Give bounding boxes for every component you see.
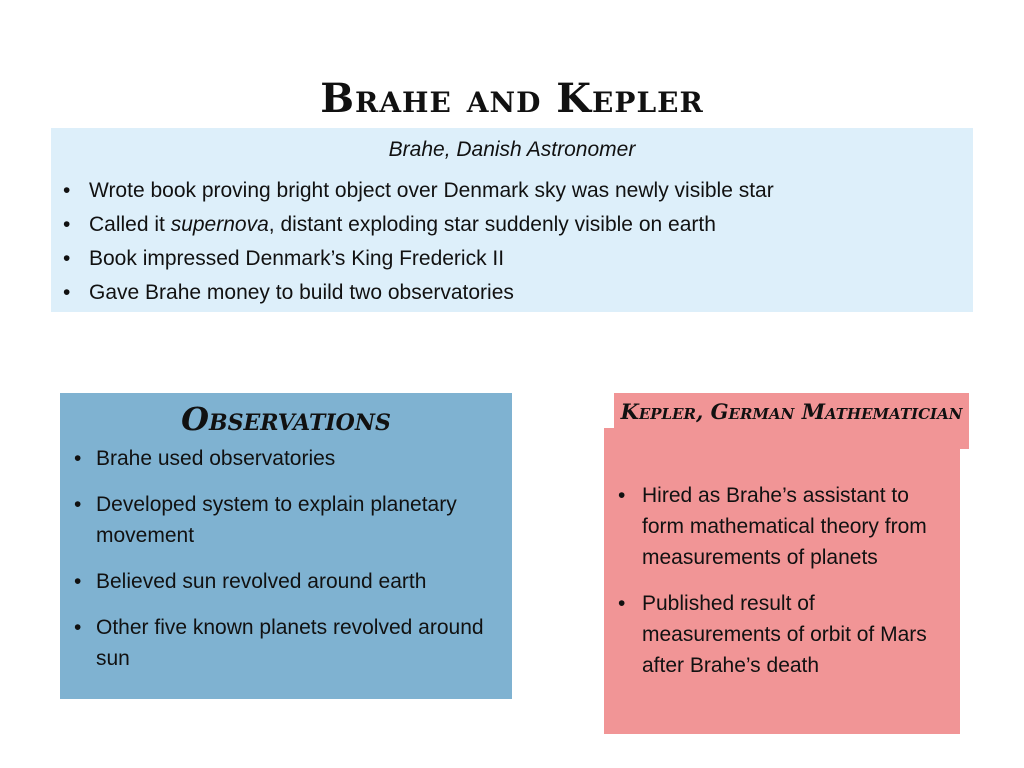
brahe-subtitle: Brahe, Danish Astronomer	[388, 138, 636, 161]
kepler-title: Kepler, German Mathematician	[614, 393, 969, 449]
brahe-bullet-2-suffix: , distant exploding star suddenly visible on earth	[268, 213, 716, 236]
brahe-bullet-2-prefix: Called it	[89, 213, 171, 236]
brahe-bullet-4: • Gave Brahe money to build two observatories	[61, 276, 973, 310]
brahe-bullet-list	[51, 174, 973, 310]
slide-title: Brahe and Kepler	[320, 75, 704, 122]
brahe-bullet-3: • Book impressed Denmark’s King Frederick II	[61, 242, 973, 276]
brahe-bullet-1: • Wrote book proving bright object over Denmark sky was newly visible star	[61, 174, 973, 208]
observations-bullet-3: • Believed sun revolved around earth	[72, 566, 502, 597]
observations-title: Observations	[181, 400, 391, 438]
kepler-bullet-1: • Hired as Brahe’s assistant to form mathematical theory from measurements of planets	[616, 480, 950, 573]
kepler-box	[604, 428, 960, 734]
observations-bullet-2: • Developed system to explain planetary movement	[72, 489, 502, 551]
observations-bullet-4: • Other five known planets revolved around sun	[72, 612, 502, 674]
observations-bullet-1: • Brahe used observatories	[72, 443, 502, 474]
kepler-bullet-list	[604, 480, 960, 681]
brahe-box	[51, 128, 973, 312]
supernova-term: supernova	[170, 213, 269, 236]
observations-bullet-list	[60, 443, 512, 674]
brahe-bullet-2	[61, 208, 973, 242]
observations-box	[60, 393, 512, 699]
kepler-bullet-2: • Published result of measurements of orbit of Mars after Brahe’s death	[616, 588, 950, 681]
